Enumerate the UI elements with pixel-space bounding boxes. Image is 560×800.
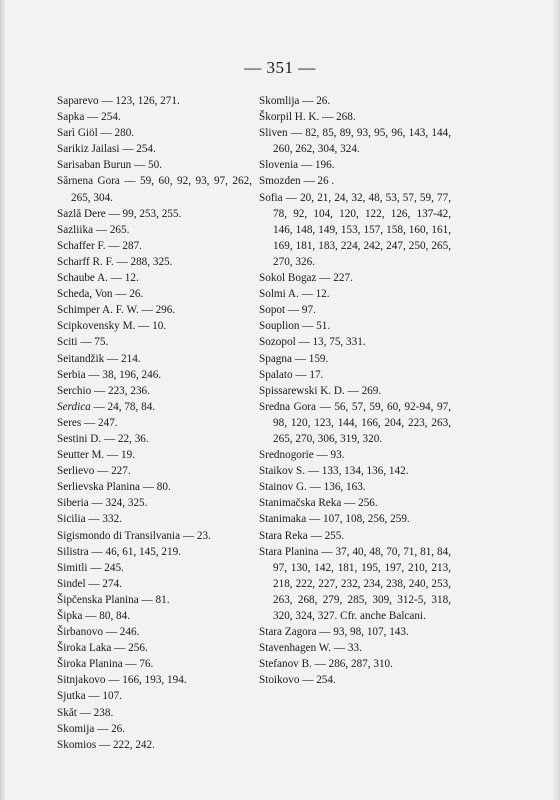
index-entry-page-refs: — 222, 242. xyxy=(96,738,155,751)
index-entry-page-refs: — 80, 84. xyxy=(82,610,131,622)
index-entry-name: Seres xyxy=(57,416,82,429)
index-entry-name: Serdica xyxy=(57,400,91,413)
index-entry-page-refs: — 227. xyxy=(316,272,353,285)
index-entry-name: Sărnena Gora xyxy=(57,175,120,188)
index-entry-page-refs: — 56, 57, 59, 60, 92-94, 97, 98, 120, 123, 144, 166, 204, 223, 263, 265, 270, 306, 319, 320. xyxy=(273,400,451,445)
index-entry-page-refs: — 274. xyxy=(85,577,122,590)
index-entry xyxy=(57,737,252,753)
index-entry-name: Solmi A. xyxy=(259,288,299,301)
index-entry-name: Scharff R. F. xyxy=(57,255,114,268)
index-entry xyxy=(57,495,252,511)
index-entry xyxy=(259,463,451,479)
index-entry xyxy=(57,334,252,350)
index-entry-page-refs: — 33. xyxy=(331,642,362,655)
index-entry xyxy=(57,109,252,125)
index-entry-name: Skomija xyxy=(57,722,95,735)
index-entry-name: Seitandžik xyxy=(57,352,105,365)
index-entry-page-refs: — 280. xyxy=(97,127,135,140)
index-entry-name: Stara Zagora xyxy=(259,626,317,639)
index-entry-name: Srednogorie xyxy=(259,449,314,462)
index-entry-page-refs: — 296. xyxy=(138,304,176,317)
index-entry-name: Sigismondo di Transilvania xyxy=(57,529,181,542)
index-entry xyxy=(57,157,252,173)
index-entry xyxy=(259,624,451,640)
index-entry xyxy=(57,560,252,576)
index-entry-page-refs: — 254. xyxy=(84,111,121,124)
index-entry-name: Sicilia xyxy=(57,513,86,526)
index-entry xyxy=(57,141,252,157)
index-entry-name: Serbia xyxy=(57,368,86,381)
page-edge-shadow xyxy=(552,0,560,800)
index-entry-name: Sjutka xyxy=(57,690,86,703)
index-entry xyxy=(259,672,451,688)
index-entry-name: Sindel xyxy=(57,577,86,590)
index-entry xyxy=(57,125,252,141)
index-entry-page-refs: — 93. xyxy=(313,449,345,462)
index-entry xyxy=(259,640,451,656)
index-entry-name: Sliven xyxy=(259,127,288,140)
index-entry-page-refs: — 268. xyxy=(319,111,356,124)
index-entry xyxy=(259,93,451,109)
index-entry-name: Skomios xyxy=(57,738,97,751)
index-column-left xyxy=(57,93,252,753)
index-entry-page-refs: — 245. xyxy=(87,561,124,574)
index-entry-page-refs: — 247. xyxy=(81,416,118,429)
index-entry-page-refs: — 136, 163. xyxy=(306,481,366,494)
index-entry xyxy=(57,383,252,399)
index-entry-page-refs: — 196. xyxy=(298,159,335,172)
index-entry-name: Stanimačska Reka xyxy=(259,497,342,510)
index-entry xyxy=(57,222,252,238)
index-entry-name: Sarikiz Jailasi xyxy=(57,143,120,156)
index-entry xyxy=(259,447,451,463)
index-entry-name: Skomlija xyxy=(259,95,300,107)
page-edge-shadow xyxy=(0,0,6,800)
index-entry-page-refs: — 254. xyxy=(119,143,156,156)
index-entry-page-refs: — 37, 40, 48, 70, 71, 81, 84, 97, 130, 142, 181, 195, 197, 210, 213, 218, 222, 227, 232, 234, 238, 240, 253, 263, 268, 279, 285, 309, 312-5, 318, 320, 324, 327. Cfr. anche Balcani. xyxy=(273,545,452,622)
index-entry-page-refs: — 80. xyxy=(139,481,171,494)
index-entry-page-refs: — 332. xyxy=(85,513,122,526)
index-entry xyxy=(259,109,451,125)
index-entry-name: Spalato xyxy=(259,368,293,381)
index-entry xyxy=(57,528,252,544)
index-entry-name: Sestini D. xyxy=(57,432,102,445)
index-entry-page-refs: — 93, 98, 107, 143. xyxy=(316,626,409,639)
index-entry-name: Stara Reka xyxy=(259,529,308,542)
index-entry-page-refs: — 159. xyxy=(291,352,329,365)
index-entry-name: Sofia xyxy=(259,191,283,204)
index-entry-page-refs: — 107. xyxy=(85,690,122,703)
index-entry xyxy=(57,286,252,302)
index-entry-name: Schaube A. xyxy=(57,272,108,285)
index-entry-page-refs: — 238. xyxy=(76,706,114,719)
index-entry xyxy=(57,93,252,109)
index-entry-page-refs: — 227. xyxy=(94,465,131,478)
index-entry xyxy=(57,367,252,383)
index-entry xyxy=(259,157,451,173)
index-entry xyxy=(259,351,451,367)
index-entry-name: Smozden xyxy=(259,175,301,188)
index-entry-name: Široka Laka xyxy=(57,642,112,655)
index-entry-name: Siberia xyxy=(57,497,89,510)
index-entry-name: Staikov S. xyxy=(259,465,306,478)
index-entry-name: Stavenhagen W. xyxy=(259,642,332,655)
index-entry xyxy=(259,479,451,495)
index-entry-name: Širbanovo xyxy=(57,626,103,639)
index-entry-name: Sitnjakovo xyxy=(57,674,106,687)
index-entry xyxy=(259,367,451,383)
index-entry-page-refs: — 97. xyxy=(285,304,316,317)
index-entry xyxy=(259,190,451,270)
index-entry xyxy=(57,238,252,254)
index-entry xyxy=(57,318,252,334)
index-entry-name: Sredna Gora xyxy=(259,400,316,413)
index-entry xyxy=(57,672,252,688)
index-entry-name: Schaffer F. xyxy=(57,239,106,252)
index-entry-name: Stoikovo xyxy=(259,674,300,687)
index-entry-name: Sopot xyxy=(259,304,286,317)
index-entry-page-refs: — 13, 75, 331. xyxy=(295,336,366,349)
index-entry-page-refs: — 82, 85, 89, 93, 95, 96, 143, 144, 260, 262, 304, 324. xyxy=(273,127,451,156)
index-entry xyxy=(259,656,451,672)
index-entry-name: Stanimaka xyxy=(259,513,307,526)
index-entry xyxy=(259,334,451,350)
index-entry xyxy=(57,592,252,608)
index-entry-name: Šipčenska Planina xyxy=(57,593,139,606)
index-entry-name: Stara Planina xyxy=(259,545,319,558)
index-entry-name: Saparevo xyxy=(57,95,99,107)
index-entry-page-refs: — 123, 126, 271. xyxy=(98,95,180,107)
index-entry-page-refs: — 269. xyxy=(344,384,382,397)
index-entry xyxy=(57,431,252,447)
index-entry xyxy=(259,286,451,302)
index-entry-page-refs: — 255. xyxy=(307,529,345,542)
index-entry-name: Sokol Bogaz xyxy=(259,272,317,285)
index-entry-name: Schimper A. F. W. xyxy=(57,304,139,317)
index-entry xyxy=(57,254,252,270)
index-entry xyxy=(57,656,252,672)
index-entry-name: Scheda, Von xyxy=(57,288,113,301)
index-entry-page-refs: — 50. xyxy=(131,159,163,172)
index-entry xyxy=(57,608,252,624)
index-entry xyxy=(259,544,451,624)
index-entry xyxy=(259,383,451,399)
index-entry-name: Sapka xyxy=(57,111,85,124)
index-entry-name: Scipkovensky M. xyxy=(57,320,136,333)
index-entry xyxy=(57,302,252,318)
index-entry xyxy=(259,318,451,334)
index-entry-page-refs: — 26. xyxy=(112,288,144,301)
index-entry-page-refs: — 75. xyxy=(77,336,109,349)
index-entry-page-refs: — 23. xyxy=(180,529,211,542)
index-entry xyxy=(57,576,252,592)
index-entry xyxy=(57,415,252,431)
index-entry-page-refs: — 246. xyxy=(103,626,140,639)
page-number: — 351 — xyxy=(244,58,316,77)
index-entry-page-refs: — 286, 287, 310. xyxy=(311,658,393,671)
index-entry-page-refs: — 81. xyxy=(138,593,170,606)
index-entry-page-refs: — 22, 36. xyxy=(101,432,149,445)
index-entry xyxy=(57,173,252,205)
index-entry-name: Sozopol xyxy=(259,336,296,349)
index-entry-page-refs: — 254. xyxy=(299,674,336,687)
index-entry xyxy=(57,479,252,495)
index-entry-page-refs: — 17. xyxy=(292,368,324,381)
index-entry-name: Serlievska Planina xyxy=(57,481,140,494)
index-entry-name: Spagna xyxy=(259,352,292,365)
index-entry-name: Sarì Giöl xyxy=(57,127,98,140)
index-entry-page-refs: — 76. xyxy=(122,658,154,671)
index-entry xyxy=(57,399,252,415)
index-entry xyxy=(57,705,252,721)
index-entry-page-refs: — 38, 196, 246. xyxy=(85,368,162,381)
index-entry-name: Sciti xyxy=(57,336,78,349)
index-entry xyxy=(57,351,252,367)
index-entry xyxy=(57,624,252,640)
index-entry-page-refs: — 46, 61, 145, 219. xyxy=(88,545,181,558)
index-entry xyxy=(57,206,252,222)
index-entry-name: Stainov G. xyxy=(259,481,307,494)
index-entry xyxy=(259,399,451,447)
index-entry-page-refs: — 12. xyxy=(107,272,139,285)
index-entry-page-refs: — 133, 134, 136, 142. xyxy=(305,465,409,478)
index-entry-page-refs: — 19. xyxy=(104,449,135,462)
index-entry-page-refs: — 26. xyxy=(299,95,331,107)
index-entry-page-refs: — 256. xyxy=(341,497,378,510)
index-entry xyxy=(259,302,451,318)
index-entry-name: Sarisaban Burun xyxy=(57,159,132,172)
index-entry xyxy=(259,495,451,511)
index-entry-name: Šipka xyxy=(57,610,83,622)
index-entry-page-refs: — 166, 193, 194. xyxy=(105,674,187,687)
index-entry xyxy=(259,125,451,157)
index-entry-name: Seutter M. xyxy=(57,449,105,462)
index-entry xyxy=(259,173,451,189)
index-entry-page-refs: — 265. xyxy=(93,223,130,236)
index-entry-page-refs: — 20, 21, 24, 32, 48, 53, 57, 59, 77, 78, 92, 104, 120, 122, 126, 137-42, 146, 148, 149, 153, 157, 158, 160, 161, 169, 181, 183, 224, 242, 247, 250, 265, 270, 326. xyxy=(273,191,451,268)
index-entry-page-refs: — 288, 325. xyxy=(113,255,173,268)
index-entry-page-refs: — 324, 325. xyxy=(88,497,148,510)
index-entry-page-refs: — 256. xyxy=(111,642,148,655)
index-column-right xyxy=(259,93,451,688)
index-entry-name: Serlievo xyxy=(57,465,95,478)
index-entry xyxy=(57,688,252,704)
index-entry-name: Škorpil H. K. xyxy=(259,111,320,124)
index-entry-name: Souplion xyxy=(259,320,300,333)
index-entry-page-refs: — 12. xyxy=(298,288,330,301)
index-entry-name: Silistra xyxy=(57,545,89,558)
index-entry-name: Skăt xyxy=(57,706,77,719)
index-entry-page-refs: — 223, 236. xyxy=(91,384,150,397)
index-entry xyxy=(57,270,252,286)
index-entry-name: Stefanov B. xyxy=(259,658,312,671)
index-entry-page-refs: — 59, 60, 92, 93, 97, 262, 265, 304. xyxy=(71,175,252,204)
index-entry-name: Simitli xyxy=(57,561,88,574)
index-entry-page-refs: — 214. xyxy=(104,352,141,365)
index-entry xyxy=(259,511,451,527)
index-entry-page-refs: — 24, 78, 84. xyxy=(90,400,156,413)
index-entry xyxy=(57,721,252,737)
index-entry-name: Široka Planina xyxy=(57,658,123,671)
index-entry-page-refs: — 287. xyxy=(105,239,142,252)
index-entry xyxy=(57,463,252,479)
index-entry-name: Sazliika xyxy=(57,223,94,236)
index-entry-name: Serchio xyxy=(57,384,92,397)
index-entry-page-refs: — 107, 108, 256, 259. xyxy=(306,513,410,526)
index-entry-page-refs: — 99, 253, 255. xyxy=(105,207,182,220)
index-entry xyxy=(57,447,252,463)
index-entry xyxy=(259,528,451,544)
index-entry-page-refs: — 26 . xyxy=(300,175,335,188)
index-entry-page-refs: — 26. xyxy=(94,722,126,735)
index-entry-name: Sazlă Dere xyxy=(57,207,106,220)
index-entry xyxy=(57,640,252,656)
index-entry-page-refs: — 10. xyxy=(135,320,167,333)
index-entry-name: Slovenia xyxy=(259,159,299,172)
index-entry-name: Spissarewski K. D. xyxy=(259,384,345,397)
index-entry xyxy=(259,270,451,286)
index-entry xyxy=(57,544,252,560)
index-entry xyxy=(57,511,252,527)
index-entry-page-refs: — 51. xyxy=(299,320,331,333)
